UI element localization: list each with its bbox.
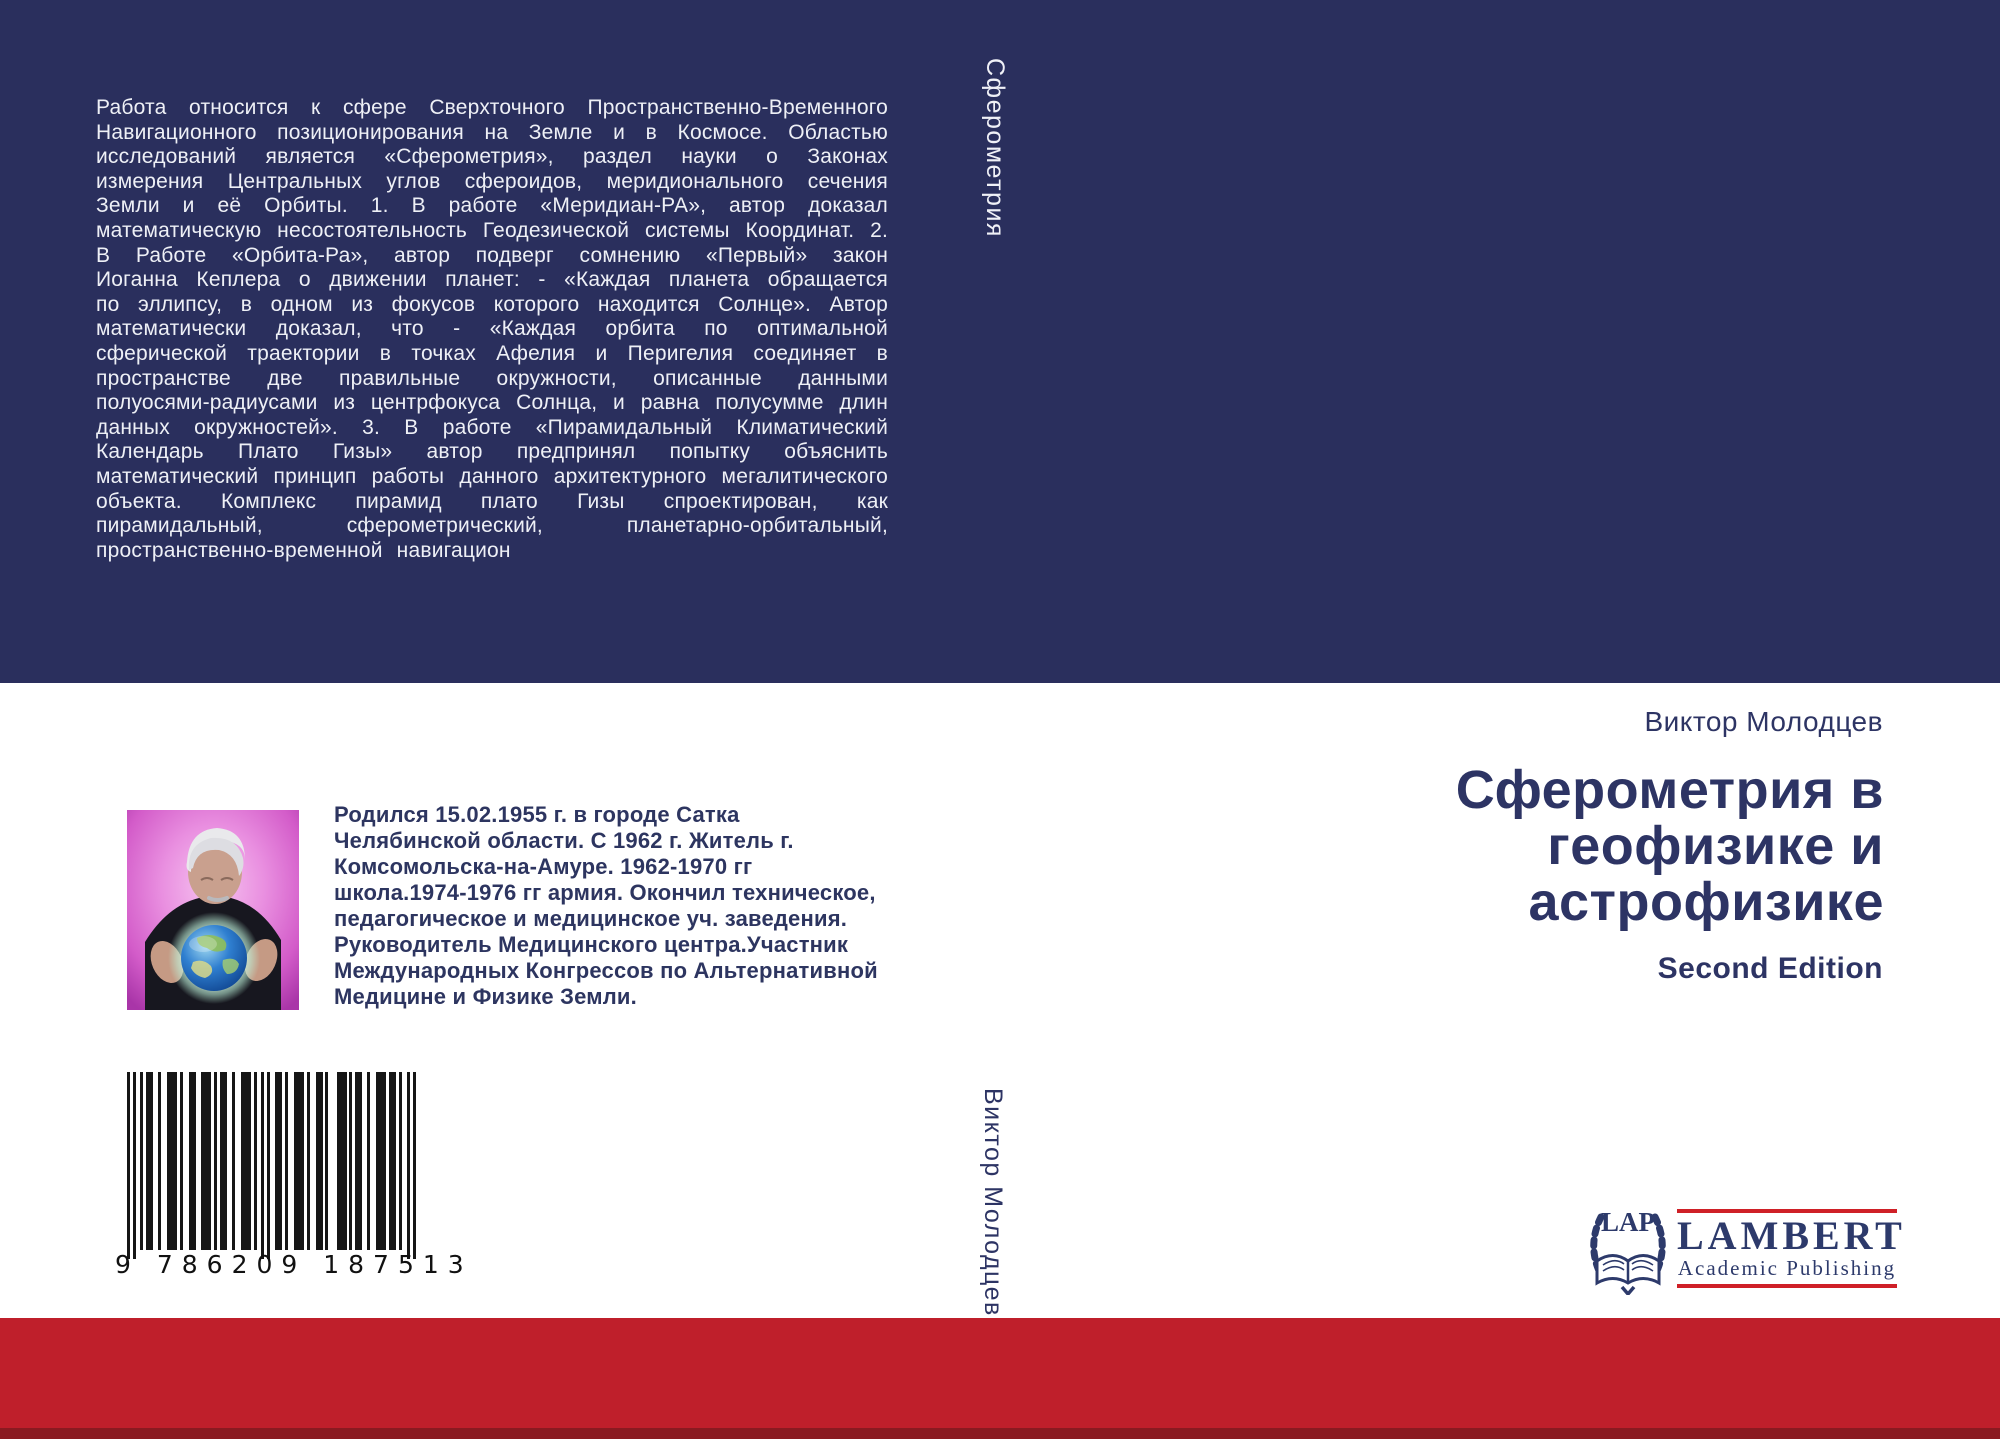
publisher-logo bbox=[1585, 1203, 1906, 1295]
front-author-name: Виктор Молодцев bbox=[1644, 706, 1883, 737]
spine-title: Сферометрия bbox=[981, 58, 1009, 238]
book-title bbox=[1456, 762, 1884, 930]
publisher-name: LAMBERT bbox=[1677, 1213, 1906, 1258]
bottom-stripe-dark-edge bbox=[0, 1428, 2000, 1439]
bottom-red-stripe bbox=[0, 1318, 2000, 1439]
barcode-bars bbox=[113, 1072, 445, 1262]
edition-label: Second Edition bbox=[1657, 952, 1883, 985]
author-photo bbox=[127, 810, 299, 1010]
logo-rule-bottom bbox=[1677, 1284, 1897, 1288]
title-line-3: астрофизике bbox=[1528, 872, 1884, 932]
photo-mustache bbox=[209, 898, 227, 900]
lap-wreath-icon bbox=[1585, 1203, 1671, 1295]
title-line-2: геофизике и bbox=[1547, 816, 1884, 876]
svg-text:LAP: LAP bbox=[1601, 1207, 1655, 1237]
back-cover-abstract: Работа относится к сфере Сверхточного Пространственно-Временного Навигационного позиционирования на Земле и в Космосе. Областью исследований является «Сферометрия», раздел науки о Законах измерения Центральных углов сфероидов, меридионального сечения Земли и её Орбиты. 1. В работе «Меридиан-РА», автор доказал математическую несостоятельность Геодезической системы Координат. 2. В Работе «Орбита-Ра», автор подверг сомнению «Первый» закон Иоганна Кеплера о движении планет: - «Каждая планета обращается по эллипсу, в одном из фокусов которого находится Солнце». Автор математически доказал, что - «Каждая орбита по оптимальной сферической траектории в точках Афелия и Перигелия соединяет в пространстве две правильные окружности, описанные данными полуосями-радиусами из центрфокуса Солнца, и равна полусумме длин данных окружностей». 3. В работе «Пирамидальный Климатический Календарь Плато Гизы» автор предпринял попытку объяснить математический принцип работы данного архитектурного мегалитического объекта. Комплекс пирамид плато Гизы спроектирован, как пирамидальный, сферометрический, планетарно-орбитальный, пространственно-временной навигацион bbox=[96, 96, 888, 562]
isbn-digits: 9 786209 187513 bbox=[115, 1250, 473, 1279]
publisher-wordmark bbox=[1677, 1209, 1906, 1288]
title-line-1: Сферометрия в bbox=[1455, 760, 1884, 820]
isbn-barcode bbox=[113, 1072, 473, 1280]
globe bbox=[181, 925, 247, 991]
publisher-subtitle: Academic Publishing bbox=[1677, 1256, 1897, 1280]
globe-highlight bbox=[189, 936, 217, 952]
spine-author: Виктор Молодцев bbox=[979, 1088, 1007, 1317]
author-bio: Родился 15.02.1955 г. в городе Сатка Челябинской области. С 1962 г. Житель г. Комсомольска-на-Амуре. 1962-1970 гг школа.1974-1976 гг армия. Окончил техническое, педагогическое и медицинское уч. заведения. Руководитель Медицинского центра.Участник Международных Конгрессов по Альтернативной Медицине и Физике Земли. bbox=[334, 802, 878, 1009]
